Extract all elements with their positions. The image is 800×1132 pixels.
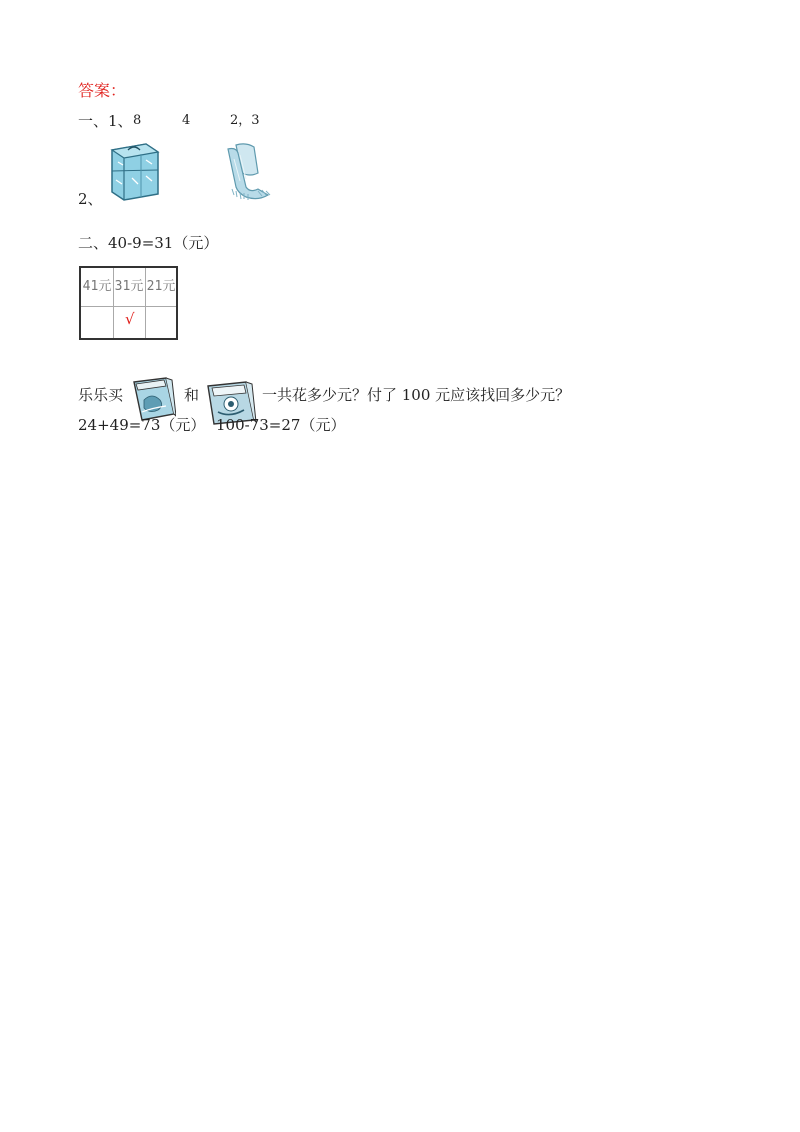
- q3-and-word: 和: [184, 386, 200, 404]
- table-cell-41: 41元: [82, 279, 112, 294]
- answer-table: [79, 266, 178, 340]
- q1-value-b: 4: [182, 113, 191, 128]
- q1-line1-prefix: 一、1、: [78, 112, 133, 130]
- table-divider: [145, 268, 146, 338]
- answer-title: 答案：: [78, 81, 127, 100]
- q3-equation-1: 24+49=73（元）: [78, 416, 206, 434]
- q2-equation: 二、40-9=31（元）: [78, 234, 219, 252]
- scarf-picture: [222, 141, 274, 201]
- q1-line2-prefix: 2、: [78, 190, 103, 208]
- q3-equation-2: 100-73=27（元）: [216, 416, 346, 434]
- table-header-row: [81, 268, 176, 307]
- gift-box-picture: [106, 140, 162, 202]
- check-mark: √: [125, 310, 135, 328]
- q3-sentence-start: 乐乐买: [78, 386, 124, 404]
- table-cell-31: 31元: [114, 279, 144, 294]
- table-cell-21: 21元: [146, 279, 176, 294]
- q1-value-a: 8: [133, 113, 142, 128]
- table-divider: [113, 268, 114, 338]
- q3-sentence-end: 一共花多少元？付了 100 元应该找回多少元？: [262, 386, 571, 404]
- q1-value-c: 2，3: [230, 113, 260, 128]
